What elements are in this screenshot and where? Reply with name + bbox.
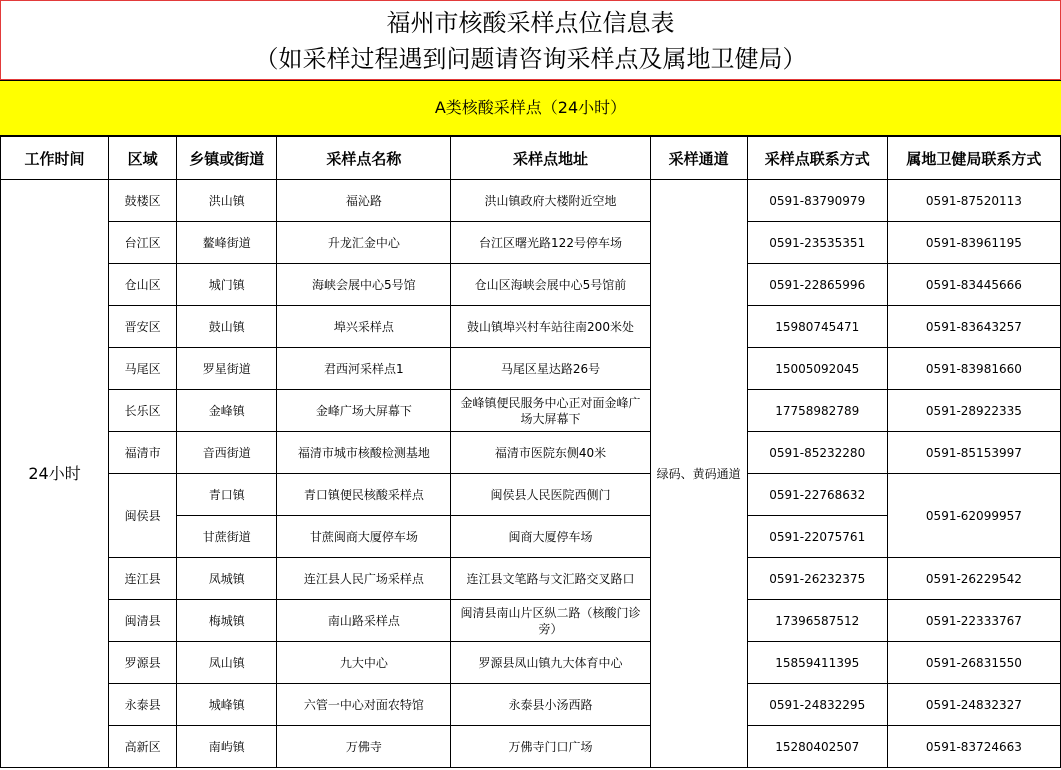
site-name-cell: 君西河采样点1 (277, 348, 451, 390)
page-title: 福州市核酸采样点位信息表 (386, 9, 675, 37)
header-work-time: 工作时间 (1, 137, 109, 180)
header-address: 采样点地址 (451, 137, 650, 180)
bureau-phone-cell: 0591-83981660 (887, 348, 1060, 390)
site-name-cell: 九大中心 (277, 642, 451, 684)
address-cell: 福清市医院东侧40米 (451, 432, 650, 474)
bureau-phone-cell: 0591-83445666 (887, 264, 1060, 306)
town-cell: 音西街道 (177, 432, 277, 474)
town-cell: 甘蔗街道 (177, 516, 277, 558)
district-cell: 福清市 (109, 432, 177, 474)
table-row (1, 264, 1061, 306)
header-bureau-phone: 属地卫健局联系方式 (887, 137, 1060, 180)
address-cell: 万佛寺门口广场 (451, 726, 650, 768)
site-name-cell: 万佛寺 (277, 726, 451, 768)
district-cell: 马尾区 (109, 348, 177, 390)
site-phone-cell: 15280402507 (747, 726, 887, 768)
site-phone-cell: 17758982789 (747, 390, 887, 432)
district-cell: 连江县 (109, 558, 177, 600)
site-table (0, 136, 1061, 768)
bureau-phone-cell: 0591-83724663 (887, 726, 1060, 768)
address-cell: 连江县文笔路与文汇路交叉路口 (451, 558, 650, 600)
work-time-cell: 24小时 (1, 180, 109, 768)
title-block (0, 0, 1061, 80)
town-cell: 鼓山镇 (177, 306, 277, 348)
bureau-phone-cell: 0591-62099957 (887, 474, 1060, 558)
site-phone-cell: 0591-83790979 (747, 180, 887, 222)
table-row (1, 432, 1061, 474)
site-name-cell: 埠兴采样点 (277, 306, 451, 348)
site-name-cell: 海峡会展中心5号馆 (277, 264, 451, 306)
bureau-phone-cell: 0591-26831550 (887, 642, 1060, 684)
site-phone-cell: 0591-23535351 (747, 222, 887, 264)
district-cell: 永泰县 (109, 684, 177, 726)
category-band: A类核酸采样点（24小时） (0, 80, 1061, 136)
district-cell: 高新区 (109, 726, 177, 768)
address-cell: 仓山区海峡会展中心5号馆前 (451, 264, 650, 306)
channel-cell: 绿码、黄码通道 (650, 180, 747, 768)
table-row (1, 642, 1061, 684)
site-name-cell: 青口镇便民核酸采样点 (277, 474, 451, 516)
site-phone-cell: 15005092045 (747, 348, 887, 390)
site-name-cell: 福沁路 (277, 180, 451, 222)
district-cell: 闽侯县 (109, 474, 177, 558)
district-cell: 长乐区 (109, 390, 177, 432)
bureau-phone-cell: 0591-28922335 (887, 390, 1060, 432)
town-cell: 南屿镇 (177, 726, 277, 768)
site-phone-cell: 15859411395 (747, 642, 887, 684)
town-cell: 鳌峰街道 (177, 222, 277, 264)
header-district: 区域 (109, 137, 177, 180)
site-name-cell: 金峰广场大屏幕下 (277, 390, 451, 432)
address-cell: 金峰镇便民服务中心正对面金峰广场大屏幕下 (451, 390, 650, 432)
district-cell: 罗源县 (109, 642, 177, 684)
bureau-phone-cell: 0591-83961195 (887, 222, 1060, 264)
address-cell: 永泰县小汤西路 (451, 684, 650, 726)
bureau-phone-cell: 0591-87520113 (887, 180, 1060, 222)
table-row (1, 180, 1061, 222)
town-cell: 罗星街道 (177, 348, 277, 390)
table-row (1, 348, 1061, 390)
district-cell: 鼓楼区 (109, 180, 177, 222)
bureau-phone-cell: 0591-22333767 (887, 600, 1060, 642)
site-phone-cell: 0591-22768632 (747, 474, 887, 516)
table-row (1, 684, 1061, 726)
site-phone-cell: 0591-85232280 (747, 432, 887, 474)
site-phone-cell: 0591-24832295 (747, 684, 887, 726)
bureau-phone-cell: 0591-85153997 (887, 432, 1060, 474)
bureau-phone-cell: 0591-26229542 (887, 558, 1060, 600)
address-cell: 马尾区星达路26号 (451, 348, 650, 390)
town-cell: 凤山镇 (177, 642, 277, 684)
table-row (1, 726, 1061, 768)
town-cell: 青口镇 (177, 474, 277, 516)
address-cell: 闽商大厦停车场 (451, 516, 650, 558)
table-row (1, 222, 1061, 264)
site-name-cell: 福清市城市核酸检测基地 (277, 432, 451, 474)
town-cell: 洪山镇 (177, 180, 277, 222)
district-cell: 晋安区 (109, 306, 177, 348)
site-name-cell: 升龙汇金中心 (277, 222, 451, 264)
header-row (1, 137, 1061, 180)
site-phone-cell: 0591-26232375 (747, 558, 887, 600)
district-cell: 闽清县 (109, 600, 177, 642)
district-cell: 台江区 (109, 222, 177, 264)
header-town: 乡镇或街道 (177, 137, 277, 180)
address-cell: 罗源县凤山镇九大体育中心 (451, 642, 650, 684)
town-cell: 凤城镇 (177, 558, 277, 600)
header-site-name: 采样点名称 (277, 137, 451, 180)
site-name-cell: 南山路采样点 (277, 600, 451, 642)
address-cell: 洪山镇政府大楼附近空地 (451, 180, 650, 222)
header-site-phone: 采样点联系方式 (747, 137, 887, 180)
site-phone-cell: 17396587512 (747, 600, 887, 642)
header-channel: 采样通道 (650, 137, 747, 180)
table-row (1, 390, 1061, 432)
town-cell: 金峰镇 (177, 390, 277, 432)
site-phone-cell: 0591-22865996 (747, 264, 887, 306)
site-name-cell: 甘蔗闽商大厦停车场 (277, 516, 451, 558)
table-row (1, 558, 1061, 600)
site-name-cell: 连江县人民广场采样点 (277, 558, 451, 600)
bureau-phone-cell: 0591-24832327 (887, 684, 1060, 726)
table-row (1, 474, 1061, 516)
bureau-phone-cell: 0591-83643257 (887, 306, 1060, 348)
site-phone-cell: 0591-22075761 (747, 516, 887, 558)
town-cell: 梅城镇 (177, 600, 277, 642)
table-row (1, 306, 1061, 348)
address-cell: 台江区曙光路122号停车场 (451, 222, 650, 264)
address-cell: 闽侯县人民医院西侧门 (451, 474, 650, 516)
town-cell: 城门镇 (177, 264, 277, 306)
address-cell: 闽清县南山片区纵二路（核酸门诊旁） (451, 600, 650, 642)
site-name-cell: 六管一中心对面农特馆 (277, 684, 451, 726)
district-cell: 仓山区 (109, 264, 177, 306)
site-phone-cell: 15980745471 (747, 306, 887, 348)
page-subtitle: （如采样过程遇到问题请咨询采样点及属地卫健局） (254, 45, 807, 73)
address-cell: 鼓山镇埠兴村车站往南200米处 (451, 306, 650, 348)
table-row (1, 600, 1061, 642)
town-cell: 城峰镇 (177, 684, 277, 726)
